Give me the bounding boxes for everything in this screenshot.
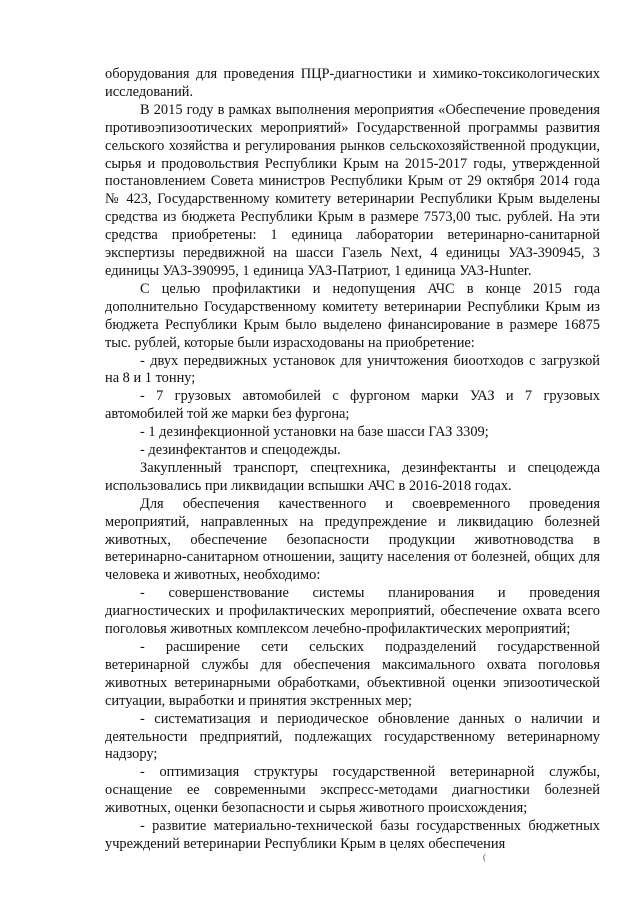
list-item-planning: - совершенствование системы планирования и проведения диагностических и профилактических мероприятий, обеспечение охвата всего поголовья животных комплексом лечебно-профилактических мероприятий; [105, 585, 600, 638]
stray-scan-mark: ( [483, 852, 486, 862]
paragraph-2015-funding: В 2015 году в рамках выполнения мероприятия «Обеспечение проведения противоэпизоотических мероприятий» Государственной программы развития сельского хозяйства и регулирования рынков сельскохозяйственной продукции, сырья и продовольствия Республики Крым на 2015-2017 годы, утвержденной постановлением Совета министров Республики Крым от 29 октября 2014 года № 423, Государственному комитету ветеринарии Республики Крым выделены средства из бюджета Республики Крым в размере 7573,00 тыс. рублей. На эти средства приобретены: 1 единица лаборатории ветеринарно-санитарной экспертизы передвижной на шасси Газель Next, 4 единицы УАЗ-390945, 3 единицы УАЗ-390995, 1 единица УАЗ-Патриот, 1 единица УАЗ-Hunter. [105, 101, 600, 279]
paragraph-equipment-end: оборудования для проведения ПЦР-диагностики и химико-токсикологических исследований. [105, 66, 600, 100]
list-item-disinfection-unit: - 1 дезинфекционной установки на базе шасси ГАЗ 3309; [140, 424, 489, 441]
list-item-trucks: - 7 грузовых автомобилей с фургоном марки УАЗ и 7 грузовых автомобилей той же марки без фургона; [105, 388, 600, 423]
list-item-network-expansion: - расширение сети сельских подразделений государственной ветеринарной службы для обеспечения максимального охвата поголовья животных ветеринарными обработками, объективной оценки эпизоотической ситуации, выработки и принятия экстренных мер; [105, 639, 600, 709]
document-page [105, 66, 600, 854]
list-item-data-systematization: - систематизация и периодическое обновление данных о наличии и деятельности предприятий, подлежащих государственному ветеринарному надзору; [105, 710, 600, 763]
paragraph-requirements-intro: Для обеспечения качественного и своевременного проведения мероприятий, направленных на предупреждение и ликвидацию болезней животных, обеспечение безопасности продукции животноводства в ветеринарно-санитарном отношении, защиту населения от болезней, общих для человека и животных, необходимо: [105, 495, 600, 584]
paragraph-usage-2016-2018: Закупленный транспорт, спецтехника, дезинфектанты и спецодежда использовались при ликвидации вспышки АЧС в 2016-2018 годах. [105, 459, 600, 494]
list-item-disinfectants: - дезинфектантов и спецодежды. [140, 442, 341, 459]
paragraph-asf-prevention: С целью профилактики и недопущения АЧС в конце 2015 года дополнительно Государственному комитету ветеринарии Республики Крым из бюджета Республики Крым было выделено финансирование в размере 16875 тыс. рублей, которые были израсходованы на приобретение: [105, 280, 600, 351]
list-item-material-base: - развитие материально-технической базы государственных бюджетных учреждений ветеринарии Республики Крым в целях обеспечения [105, 818, 600, 852]
list-item-waste-units: - двух передвижных установок для уничтожения биоотходов с загрузкой на 8 и 1 тонну; [105, 352, 600, 387]
list-item-structure-optimization: - оптимизация структуры государственной ветеринарной службы, оснащение ее современными экспресс-методами диагностики болезней животных, оценки безопасности и сырья животного происхождения; [105, 764, 600, 817]
